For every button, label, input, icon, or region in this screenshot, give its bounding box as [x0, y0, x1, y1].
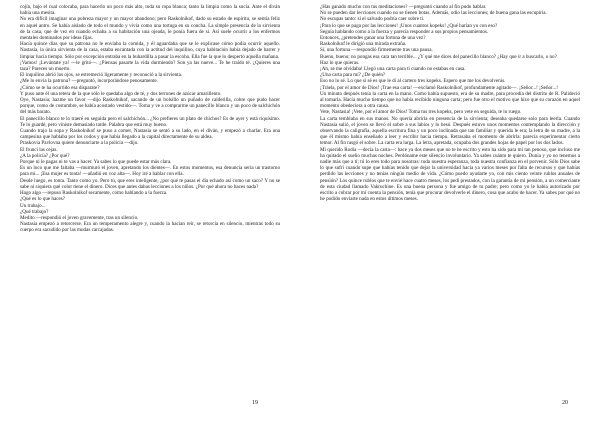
left-page-text: cojín, bajo el cual colocaba, para hacerlo un poco más alto, toda su ropa blanca; tanto la limpia como la sucia. Ante el diván había una mesita. No era difícil imaginar una pobreza mayor y un mayor abandono; pero Raskolnikof, dado su estado de espíritu, se sentía feliz en aquel antro. Se había aislado de todo el mundo y vivía como una tortuga en su concha. La simple presencia de la sirvienta de la casa, que de vez en cuando echaba a su habitación una ojeada, le ponía fuera de sí. Así suele ocurrir a los enfermos mentales dominados por ideas fijas. Hacía quince días que su patrona no le enviaba la comida, y él aguardaba que se le explicase cómo podía ocurrir aquello. Nastasia, la única sirvienta de la casa, estaba encantada con la actitud del inquilino, cuya habitación había dejado de barrer y limpiar hacía tiempo. Sólo por excepción entraba en la buhardilla a pasar la escoba. Ella fue la que lo despertó aquella mañana. ¡Vamos! ¡Levántate ya! —le gritó—. ¿Piensas pasarte la vida durmiendo? Son ya las nueve... Te he traído té. ¿Quieres una taza? Pareces un muerto. El inquilino abrió los ojos, se estremeció ligeramente y reconoció a la sirvienta. ¿Me lo envía la patrona? —preguntó, incorporándose penosamente. ¿Cómo se te ha ocurrido esa disparate? Y puso ante él una tetera de la que sólo le quedaba algo de té, y dos terrones de azúcar amarillento. Oye, Nastasia; hazme un favor —dijo Raskolnikof, sacando de un bolsillo un puñado de calderilla, cobre que pudo hacer porque, como de costumbre, se había acostado vestido—. Toma y ve a comprarme un panecillo blanco y un poco de salchichón del más barato. El panecillo blanco te lo traeré en seguida pero el salchichón... ¿No prefieres un plato de chichos? Es de ayer y está riquísimo. Te lo guardé, pero viniste demasiado tarde. Palabra que está muy bueno. Cuando trajo la sopa y Raskolnikof se puso a comer, Nastasia se sentó a su lado, en el diván, y empezó a charlar. Era una campesina que hablaba por los codos y que había llegado a la capital directamente de su aldea. Praskovia Pavlovna quiere denunciarte a la policía —dijo. El fruncí las cejas. ¿A la policía? ¿Por qué? Porque ni le pagas ni te vas a hacer. Ya sabes lo que puede estar más clara. Es un loco que me faltaba —murmuró el joven, apretando los dientes—. En estos momentos, esa denuncia sería un trastorno para mí... ¡Esa mujer es tonta! —añadió en voz alta—. Hoy iré a hablar con ella. Desde luego, es tonta. Tanto como yo. Pero tú, que eres inteligente, ¿por qué te pasas el día echado así como un saco? Y no se sabe ni siquiera qué color tiene el dinero. Dices que antes dabas lecciones a los niños. ¿Por qué ahora no haces nada? Hago algo —repuso Raskolnikof secamente, como hablando a la fuerza. ¿Qué es lo que haces? Un trabajo... ¿Qué trabajo? Medito —respondió el joven gravemente, tras un silencio. Nastasia empezó a retorcerse. Era un temperamento alegre y, cuando la hacían reír, se retorcía en silencio, mientras todo su cuerpo era sacudido por las mudas carcajadas.: [20, 4, 280, 234]
left-page-number: 19: [252, 400, 258, 406]
right-page-text: ¿Has ganado mucho con tus meditaciones? —preguntó cuando al fin pudo hablar. No se pueden dar lecciones cuando no se tienen botas. Además, odio las lecciones; de buena gana las escupiría. No escupas tanto: sí el salvado podría caer sobre ti. ¡Para lo que se paga por las lecciones! ¡Unos cuantos kopeks! ¿Qué harían yo con eso? Seguía hablando como a la fuerza y parecía responder a sus propios pensamientos. Entonces, ¿pretendes ganar una fortuna de una vez? Raskolnikof le dirigió una mirada extraña. Sí, una fortuna —respondió firmemente tras una pausa. Bueno, bueno; no pongas esa cara tan terrible... ¿Y qué me dices del panecillo blanco? ¿Hay que ir a buscarlo, o no? Haz lo que quieras. ¡Ah, se me olvidaba! Llegó una carta para ti cuando no estabas en casa. ¿Una carta para mí? ¿De quién? Eso no lo sé. Lo que sí sé es que le di al cartero tres kopeks. Espero que me los devolverás. ¡Tráela, por el amor de Dios! ¡Trae esa carta! —exclamó Raskolnikof, profundamente agitado—. ¡Señor...! ¡Señor...! Un minuto después tenía la carta en la mano. Como había supuesto, era de su madre, para procedía del distrito de R. Palideció al tomarla. Hacía mucho tiempo que no había recibido ninguna carta; pero fue otro el motivo que hizo que su corazón en aquel momento obedeciera a otra causa. Vete, Nastasia! ¡Vete, por el amor de Dios! Toma tus tres kopeks, pero vete en seguida, te lo ruego. La carta temblaba en sus manos. No quería abrirla en presencia de la sirvienta; deseaba quedarse solo para leerla. Cuando Nastasia salió, el joven se llevó el sobre a sus labios y lo besó. Después estuvo unos momentos contemplando la dirección y observando la caligrafía, aquella escritura fina y un poco inclinada que tan familiar y querida le era; la letra de su madre, a la que él mismo había enseñado a leer y escribir hacía tiempo. Retrasaba el momento de abrirla: parecía experimentar cierto temor. Al fin rasgó el sobre. La carta era larga. La letra, apretada, ocupaba dos grandes hojas de papel por los dos lados. Mi querido Rodia —decía la carta—: hace ya dos meses que no te he escrito y esto ha sido para mí tan penoso, que incluso me ha quitado el sueño muchas noches. Perdóname este silencio involuntario. Ya sabes cuánto te quiero. Dunia y yo no tenemos a nadie más que a ti; tú lo eres todo para nosotras: toda nuestra esperanza, toda nuestra confianza en el porvenir. Sólo Dios sabe lo que sufrí cuando supe que habías tenido que dejar la universidad hacía ya varios meses por falta de recursos y que habías perdido las lecciones y no tenías ningún medio de vida. ¿Cómo puedo ayudarte yo, con mis ciento veinte rublos anuales de pensión? Los quince rublos que te envié hace cuatro meses, los pedí prestados, con la garantía de mi pensión, a un comerciante de esta ciudad llamado Vakruchine. Es una buena persona y fue amigo de tu padre; pero como yo le había autorizado por escrito a cobrar por mí cuenta la pensión, tenía que procurar devolverle el dinero, cosa que acabo de hacer. Ya sabes por qué no he podido enviarte nada en estos últimos meses.: [320, 4, 580, 203]
right-page: [300, 0, 600, 424]
right-page-number: 20: [562, 400, 568, 406]
